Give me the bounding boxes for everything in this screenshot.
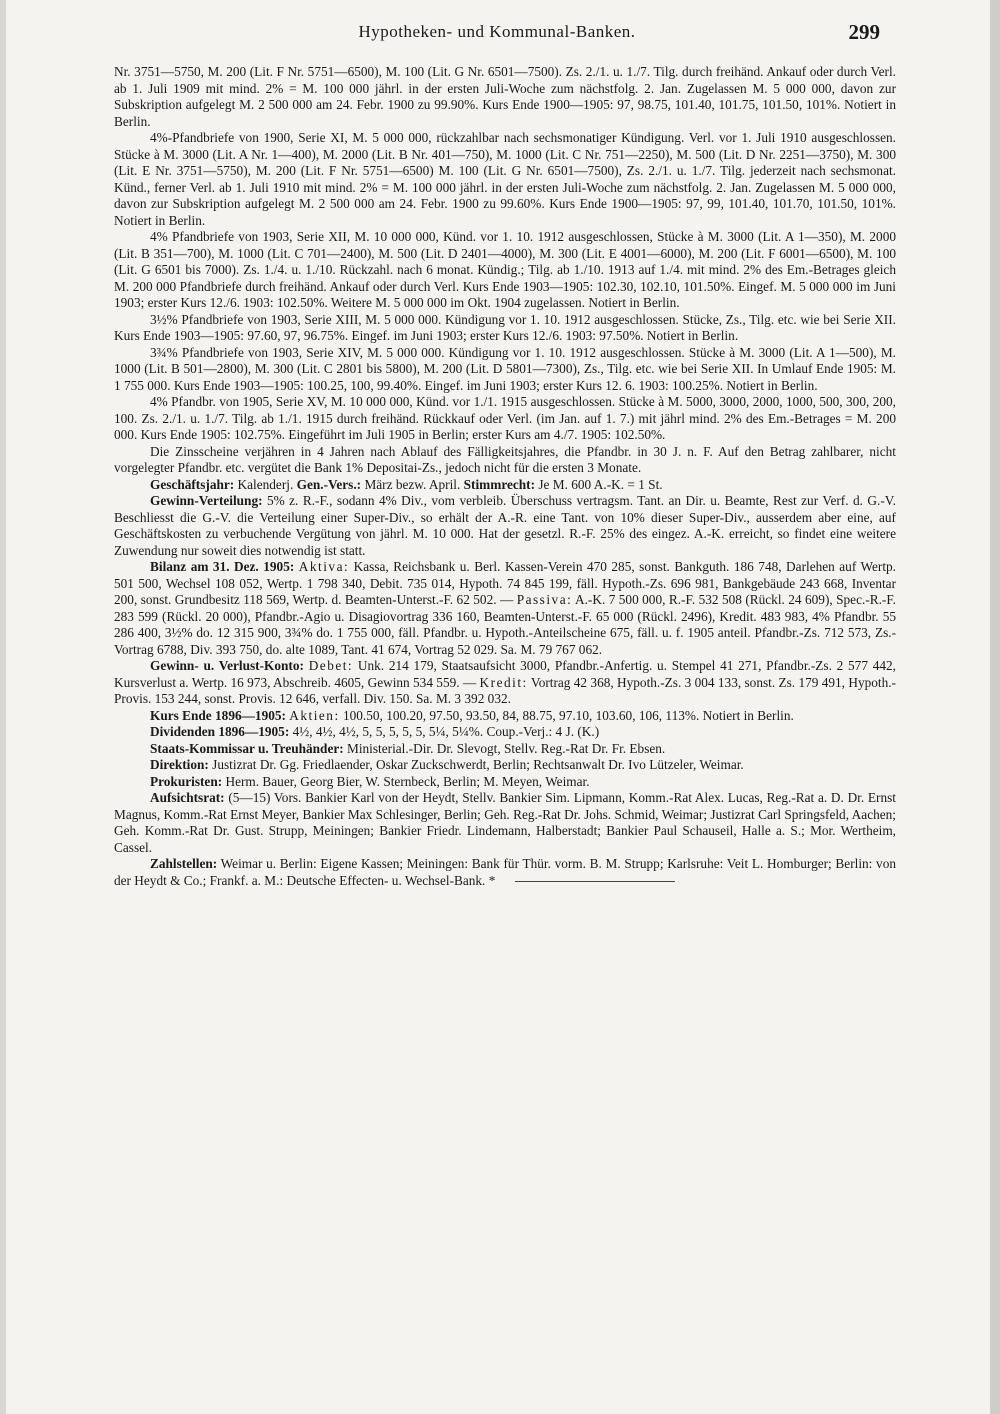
label-direktion: Direktion: <box>150 757 209 772</box>
label-gen-vers: Gen.-Vers.: <box>296 476 362 492</box>
text-zahlstellen: Weimar u. Berlin: Eigene Kassen; Meiningen: Bank für Thür. vorm. B. M. Strupp; Karlsruhe: Veit L. Homburger; Berlin: von der Heydt & Co.; Frankf. a. M.: Deutsche Effecten- u. Wechsel-Bank. <box>114 856 896 888</box>
text-stimmrecht: Je M. 600 A.-K. = 1 St. <box>535 476 663 492</box>
section-bilanz <box>114 559 896 658</box>
label-kredit: Kredit: <box>479 674 528 690</box>
paragraph-serie-xiii: 3½% Pfandbriefe von 1903, Serie XIII, M. 5 000 000. Kündigung vor 1. 10. 1912 ausgeschlossen. Stücke, Zs., Tilg. etc. wie bei Serie XII. Kurs Ende 1903—1905: 97.60, 97, 96.75%. Eingef. im Juni 1903; erster Kurs 12./6. 1903: 97.50%. Notiert in Berlin. <box>114 311 896 343</box>
section-gewinn-verteilung <box>114 493 896 559</box>
label-stimmrecht: Stimmrecht: <box>463 476 536 492</box>
text-gewinn-verteilung: 5% z. R.-F., sodann 4% Div., vom verbleib. Überschuss vertragsm. Tant. an Dir. u. Beamte, Rest zur Verf. d. G.-V. Beschliesst die G.-V. die Verteilung einer Super-Div., so erhält der A.-R. eine Tant. von 10% dieser Super-Div., ausserdem aber eine, auf Geschäftskosten zu verbuchende Vergütung von jährl. M. 10 000. Hat der gesetzl. R.-F. 25% des eingez. A.-K. erreicht, so findet eine weitere Zuwendung nur soweit dies notwendig ist statt. <box>114 493 896 558</box>
section-gewinn-verlust <box>114 658 896 708</box>
text-prokuristen: Herm. Bauer, Georg Bier, W. Sternbeck, Berlin; M. Meyen, Weimar. <box>222 773 590 789</box>
text-direktion: Justizrat Dr. Gg. Friedlaender, Oskar Zuckschwerdt, Berlin; Rechtsanwalt Dr. Ivo Lützeler, Weimar. <box>208 757 744 772</box>
paragraph-serie-xiv: 3¾% Pfandbriefe von 1903, Serie XIV, M. 5 000 000. Kündigung vor 1. 10. 1912 ausgeschlossen. Stücke à M. 3000 (Lit. A 1—500), M. 1000 (Lit. B 501—2800), M. 300 (Lit. C 2801 bis 5800), M. 200 (Lit. D 5801—7300), Zs., Tilg. etc. wie bei Serie XII. In Umlauf Ende 1905: M. 1 755 000. Kurs Ende 1903—1905: 100.25, 100, 99.40%. Eingef. im Juni 1903; erster Kurs 12. 6. 1903: 100.25%. Notiert in Berlin. <box>114 344 896 393</box>
label-debet: Debet: <box>308 658 354 673</box>
text-aufsichtsrat: (5—15) Vors. Bankier Karl von der Heydt, Stellv. Bankier Sim. Lipmann, Komm.-Rat Alex. Lucas, Reg.-Rat a. D. Dr. Ernst Magnus, Komm.-Rat Ernst Meyer, Bankier Max Schlesinger, Berlin; Geh. Reg.-Rat Dr. Johs. Schmid, Weimar; Justizrat Carl Springsfeld, Aachen; Geh. Komm.-Rat Dr. Gust. Strupp, Meiningen; Bankier Friedr. Lindemann, Halberstadt; Bankier Paul Schauseil, Halle a. S.; Mor. Wertheim, Cassel. <box>114 790 896 855</box>
page-header <box>114 20 880 50</box>
paragraph-serie-x-continued: Nr. 3751—5750, M. 200 (Lit. F Nr. 5751—6500), M. 100 (Lit. G Nr. 6501—7500). Zs. 2./1. u. 1./7. Tilg. durch freihänd. Ankauf oder durch Verl. ab 1. Juli 1909 mit mind. 2% = M. 100 000 jährl. in der ersten Juli-Woche zum nächstfolg. 2. Jan. Zugelassen M. 5 000 000, davon zur Subskription aufgelegt M. 2 500 000 am 24. Febr. 1900 zu 99.90%. Kurs Ende 1900—1905: 97, 98.75, 101.40, 101.75, 101.50, 101%. Notiert in Berlin. <box>114 64 896 129</box>
label-bilanz: Bilanz am 31. Dez. 1905: <box>150 559 295 574</box>
paragraph-zinsscheine: Die Zinsscheine verjähren in 4 Jahren nach Ablauf des Fälligkeitsjahres, die Pfandbr. in 30 J. n. F. Auf den Betrag zahlbarer, nicht vorgelegter Pfandbr. etc. vergütet die Bank 1% Depositai-Zs., jedoch nicht für die ersten 3 Monate. <box>114 443 896 475</box>
label-geschaeftsjahr: Geschäftsjahr: <box>150 476 235 492</box>
section-staats-kommissar <box>114 741 896 758</box>
page-body <box>114 64 896 889</box>
paragraph-serie-xv: 4% Pfandbr. von 1905, Serie XV, M. 10 000 000, Künd. vor 1./1. 1915 ausgeschlossen. Stücke à M. 5000, 3000, 2000, 1000, 500, 300, 200, 100. Zs. 2./1. u. 1./7. Tilg. ab 1./1. 1915 durch freihänd. Rückkauf oder Verl. (im Jan. auf 1. 7.) mit jährl mind. 2% des Em.-Betrages = M. 200 000. Kurs Ende 1905: 102.75%. Eingeführt im Juli 1905 in Berlin; erster Kurs am 4./7. 1905: 102.50%. <box>114 394 896 442</box>
text-dividenden: 4½, 4½, 4½, 5, 5, 5, 5, 5, 5¼, 5¼%. Coup.-Verj.: 4 J. (K.) <box>289 724 600 739</box>
text-kurs: 100.50, 100.20, 97.50, 93.50, 84, 88.75, 97.10, 103.60, 106, 113%. Notiert in Berlin. <box>339 707 794 723</box>
label-passiva: Passiva: <box>516 592 573 607</box>
footnote-mark: * <box>488 872 496 888</box>
label-gewinn-verlust: Gewinn- u. Verlust-Konto: <box>150 658 304 673</box>
section-geschaeftsjahr <box>114 477 896 494</box>
page-number: 299 <box>848 20 880 44</box>
running-head: Hypotheken- und Kommunal-Banken. <box>358 22 636 41</box>
text-staats-kommissar: Ministerial.-Dir. Dr. Slevogt, Stellv. Reg.-Rat Dr. Fr. Ebsen. <box>343 740 666 756</box>
section-prokuristen <box>114 774 896 791</box>
label-aktiva: Aktiva: <box>298 559 350 574</box>
text-aktiva: Kassa, Reichsbank u. Berl. Kassen-Verein 470 285, sonst. Bankguth. 186 748, Darlehen auf Wertp. 501 500, Wechsel 108 052, Wertp. 1 798 340, Debit. 735 014, Hypoth. 74 845 199, fäll. Hypoth.-Zs. 696 981, Bankgebäude 243 668, Inventar 200, sonst. Grundbesitz 118 569, Wertp. d. Beamten-Unterst.-F. 62 502. — <box>114 559 896 607</box>
label-prokuristen: Prokuristen: <box>150 773 223 789</box>
text-debet: Unk. 214 179, Staatsaufsicht 3000, Pfandbr.-Anfertig. u. Stempel 41 271, Pfandbr.-Zs. 2 577 442, Kursverlust a. Wertp. 16 973, Abschreib. 4605, Gewinn 534 559. — <box>114 658 896 690</box>
label-aufsichtsrat: Aufsichtsrat: <box>150 790 225 805</box>
section-dividenden <box>114 724 896 741</box>
label-kurs: Kurs Ende 1896—1905: <box>150 707 286 723</box>
text-passiva: A.-K. 7 500 000, R.-F. 532 508 (Rückl. 24 609), Spec.-R.-F. 283 599 (Rückl. 20 000), Pfandbr.-Agio u. Disagiovortrag 336 160, Beamten-Unterst.-F. 65 000 (Rückl. 2496), Kredit. 483 983, 4% Pfandbr. 55 286 400, 3½% do. 12 315 900, 3¾% do. 1 755 000, fäll. Pfandbr. u. Hypoth.-Anteilscheine 675, fäll. u. f. 1905 anteil. Pfandbr.-Zs. 712 573, Zs.-Vortrag 6788, Div. 393 750, do. alte 1089, Tant. 41 674, Vortrag 52 029. Sa. M. 79 767 062. <box>114 592 896 657</box>
paragraph-serie-xi: 4%-Pfandbriefe von 1900, Serie XI, M. 5 000 000, rückzahlbar nach sechsmonatiger Kündigung. Verl. vor 1. Juli 1910 ausgeschlossen. Stücke à M. 3000 (Lit. A Nr. 1—400), M. 2000 (Lit. B Nr. 401—750), M. 1000 (Lit. C Nr. 751—2250), M. 500 (Lit. D Nr. 2251—3750), M. 300 (Lit. E Nr. 3751—5750), M. 200 (Lit. F Nr. 5751—6500) M. 100 (Lit. G Nr. 6501—7500), Zs. 2./1. u. 1./7. Tilg. jederzeit nach sechsmonat. Künd., ferner Verl. ab 1. Juli 1910 mit mind. 2% = M. 100 000 jährl. in der ersten Juli-Woche zum nächstfolg. 2. Jan. Zugelassen M. 5 000 000, davon zur Subskription aufgelegt M. 2 500 000 am 24. Febr. 1900 zu 99.60%. Kurs Ende 1900—1905: 97, 99, 101.40, 101.70, 101.50, 101%. Notiert in Berlin. <box>114 130 896 228</box>
text-geschaeftsjahr: Kalenderj. <box>234 476 297 492</box>
label-dividenden: Dividenden 1896—1905: <box>150 724 290 739</box>
section-direktion <box>114 757 896 774</box>
closing-rule <box>515 881 675 882</box>
text-gen-vers: März bezw. April. <box>361 476 464 492</box>
label-aktien: Aktien: <box>289 707 340 723</box>
section-kurs <box>114 708 896 725</box>
label-zahlstellen: Zahlstellen: <box>150 856 218 871</box>
label-staats-kommissar: Staats-Kommissar u. Treuhänder: <box>150 740 344 756</box>
paragraph-serie-xii: 4% Pfandbriefe von 1903, Serie XII, M. 10 000 000, Künd. vor 1. 10. 1912 ausgeschlossen, Stücke à M. 3000 (Lit. A 1—350), M. 2000 (Lit. B 351—700), M. 1000 (Lit. C 701—2400), M. 500 (Lit. D 2401—4000), M. 300 (Lit. E 4001—6000), M. 200 (Lit. F 6001—6500), M. 100 (Lit. G 6501 bis 7000). Zs. 1./4. u. 1./10. Rückzahl. nach 6 monat. Kündig.; Tilg. ab 1./10. 1913 auf 1./4. mit mind. 2% des Em.-Betrages gleich M. 200 000 Pfandbriefe durch freihänd. Ankauf oder durch Verl. Kurs Ende 1903—1905: 102.30, 102.10, 101.50%. Eingef. M. 5 000 000 im Juni 1903; erster Kurs 12./6. 1903: 102.50%. Weitere M. 5 000 000 im Okt. 1904 zugelassen. Notiert in Berlin. <box>114 229 896 310</box>
section-zahlstellen <box>114 856 896 889</box>
text-kredit: Vortrag 42 368, Hypoth.-Zs. 3 004 133, sonst. Zs. 179 491, Hypoth.-Provis. 153 244, sonst. Provis. 12 646, verfall. Div. 150. Sa. M. 3 392 032. <box>114 674 896 706</box>
section-aufsichtsrat <box>114 790 896 856</box>
label-gewinn-verteilung: Gewinn-Verteilung: <box>150 493 263 508</box>
